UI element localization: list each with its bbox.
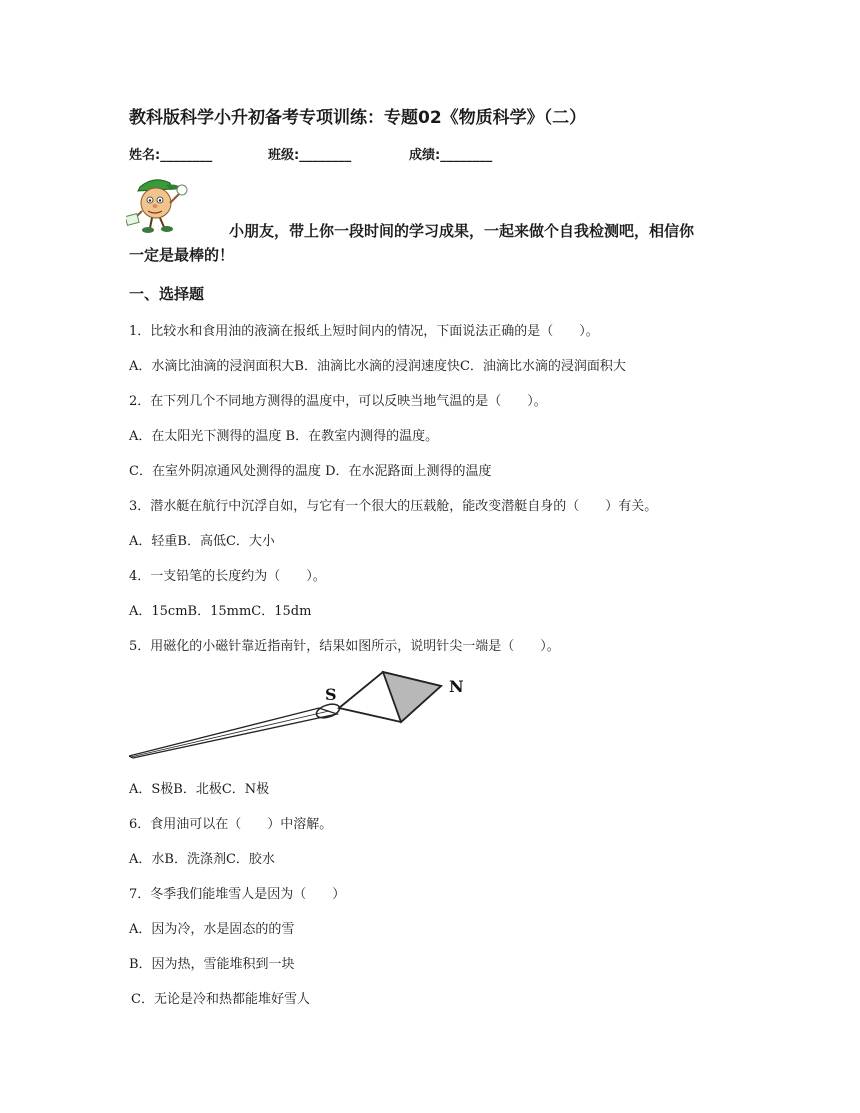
question-2-options-cd: C．在室外阴凉通风处测得的温度 D．在水泥路面上测得的温度	[129, 464, 492, 479]
question-7-option-b: B．因为热，雪能堆积到一块	[129, 957, 295, 972]
class-field-label: 班级:________	[268, 148, 352, 163]
figure-label-s: S	[325, 685, 337, 704]
question-5-text: 5．用磁化的小磁针靠近指南针，结果如图所示，说明针尖一端是（ ）。	[129, 639, 560, 654]
intro-line-1: 小朋友，带上你一段时间的学习成果，一起来做个自我检测吧，相信你	[229, 222, 695, 240]
figure-label-n: N	[449, 677, 464, 696]
question-2-text: 2．在下列几个不同地方测得的温度中，可以反映当地气温的是（ ）。	[129, 394, 547, 409]
question-2-options-ab: A．在太阳光下测得的温度 B．在教室内测得的温度。	[129, 429, 439, 444]
magnet-needle-figure	[129, 668, 469, 760]
question-6-options: A．水B．洗涤剂C．胶水	[129, 852, 275, 867]
question-7-option-c: C．无论是冷和热都能堆好雪人	[131, 992, 310, 1007]
question-4-text: 4．一支铅笔的长度约为（ ）。	[129, 569, 326, 584]
question-3-text: 3．潜水艇在航行中沉浮自如，与它有一个很大的压载舱，能改变潜艇自身的（ ）有关。	[129, 499, 658, 514]
question-1-options: A．水滴比油滴的浸润面积大B．油滴比水滴的浸润速度快C．油滴比水滴的浸润面积大	[129, 359, 626, 374]
question-7-text: 7．冬季我们能堆雪人是因为（ ）	[129, 887, 346, 902]
cartoon-mascot-icon	[126, 173, 198, 235]
name-field-label: 姓名:________	[129, 148, 213, 163]
question-6-text: 6．食用油可以在（ ）中溶解。	[129, 817, 333, 832]
question-3-options: A．轻重B．高低C．大小	[129, 534, 275, 549]
question-7-option-a: A．因为冷，水是固态的的雪	[129, 922, 295, 937]
question-4-options: A．15cmB．15mmC．15dm	[129, 604, 312, 619]
score-field-label: 成绩:________	[409, 148, 493, 163]
question-5-options: A．S极B．北极C．N极	[129, 782, 270, 797]
section-heading: 一、选择题	[129, 285, 205, 303]
intro-line-2: 一定是最棒的！	[129, 246, 235, 264]
question-1-text: 1．比较水和食用油的液滴在报纸上短时间内的情况，下面说法正确的是（ ）。	[129, 324, 599, 339]
page-title: 教科版科学小升初备考专项训练：专题02《物质科学》（二）	[129, 108, 587, 128]
